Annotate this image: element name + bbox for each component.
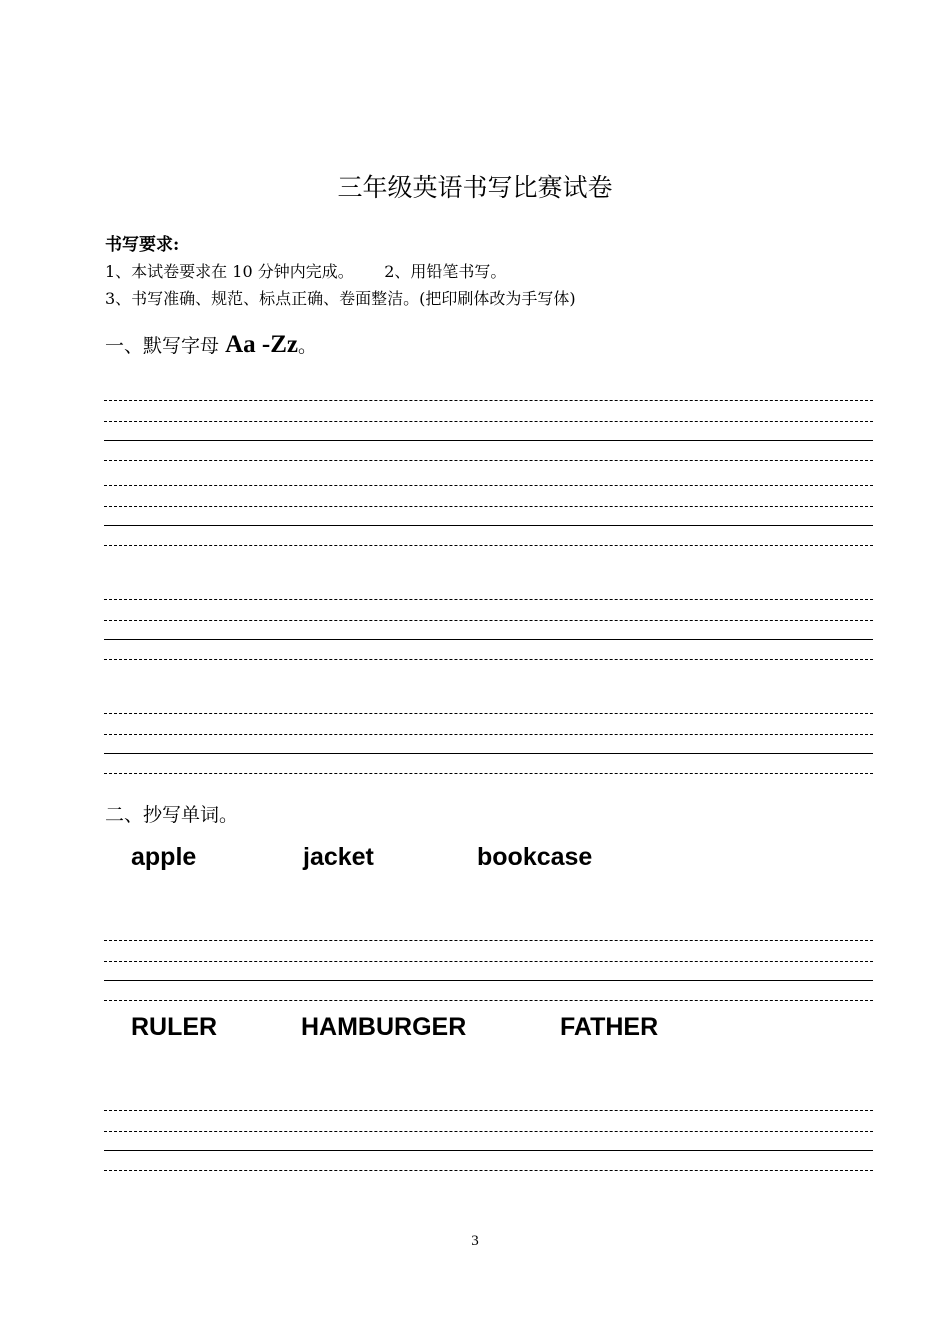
writing-line-dashed — [104, 1000, 873, 1001]
requirement-2: 2、用铅笔书写。 — [384, 262, 507, 281]
writing-line-dashed — [104, 713, 873, 714]
writing-line-dashed — [104, 734, 873, 735]
requirement-line-2: 3、书写准确、规范、标点正确、卷面整洁。(把印刷体改为手写体) — [105, 289, 576, 308]
writing-line-dashed — [104, 545, 873, 546]
section-2-heading: 二、抄写单词。 — [105, 804, 239, 826]
writing-line-dashed — [104, 773, 873, 774]
writing-line-dashed — [104, 1110, 873, 1111]
writing-line-baseline — [104, 639, 873, 640]
writing-line-baseline — [104, 1150, 873, 1151]
writing-line-dashed — [104, 1170, 873, 1171]
writing-line-dashed — [104, 599, 873, 600]
section-1-suffix: 。 — [297, 335, 317, 357]
writing-line-dashed — [104, 1131, 873, 1132]
requirement-1: 1、本试卷要求在 10 分钟内完成。 — [105, 262, 354, 281]
writing-line-baseline — [104, 525, 873, 526]
writing-line-dashed — [104, 460, 873, 461]
writing-line-dashed — [104, 961, 873, 962]
writing-line-dashed — [104, 506, 873, 507]
copy-word: jacket — [303, 843, 374, 871]
writing-line-dashed — [104, 620, 873, 621]
copy-word: HAMBURGER — [301, 1013, 467, 1041]
copy-word: FATHER — [560, 1013, 659, 1041]
copy-word: apple — [131, 843, 197, 871]
requirements-heading: 书写要求: — [105, 235, 180, 255]
requirement-line-1 — [105, 259, 506, 285]
writing-line-dashed — [104, 940, 873, 941]
writing-line-dashed — [104, 421, 873, 422]
writing-line-dashed — [104, 659, 873, 660]
writing-line-baseline — [104, 440, 873, 441]
writing-line-dashed — [104, 400, 873, 401]
writing-line-baseline — [104, 980, 873, 981]
copy-word: bookcase — [477, 843, 593, 871]
writing-line-dashed — [104, 485, 873, 486]
copy-word: RULER — [131, 1013, 218, 1041]
section-1-letters: Aa -Zz — [225, 331, 298, 358]
page-title: 三年级英语书写比赛试卷 — [337, 173, 613, 202]
section-1-heading — [105, 330, 317, 361]
page-number: 3 — [471, 1233, 479, 1249]
section-1-prefix: 一、默写字母 — [105, 335, 220, 357]
writing-line-baseline — [104, 753, 873, 754]
